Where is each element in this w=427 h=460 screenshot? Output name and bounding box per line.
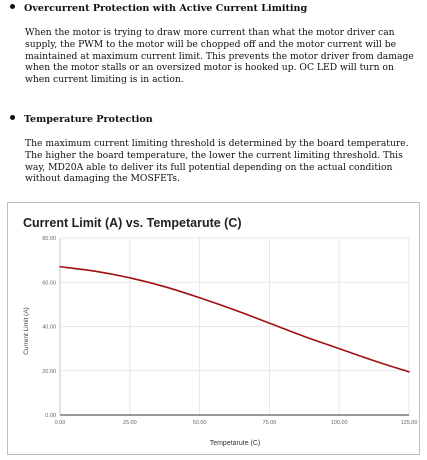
section-heading-overcurrent <box>10 3 307 14</box>
current-limit-chart <box>7 202 420 455</box>
heading-text: Overcurrent Protection with Active Current Limiting <box>24 3 308 14</box>
x-tick-label: 25.00 <box>122 420 137 426</box>
chart-grid <box>60 238 409 415</box>
y-tick-label: 0.00 <box>45 413 56 419</box>
bullet-icon <box>10 4 15 9</box>
chart-ticks <box>42 236 417 426</box>
y-axis-label: Current Limit (A) <box>23 307 30 355</box>
chart-title: Current Limit (A) vs. Tempetarute (C) <box>23 216 242 230</box>
chart-canvas <box>8 203 419 454</box>
bullet-icon <box>10 115 15 120</box>
y-tick-label: 40.00 <box>42 324 56 331</box>
x-tick-label: 125.00 <box>400 420 418 426</box>
heading-text: Temperature Protection <box>24 114 153 125</box>
section-body-temperature: The maximum current limiting threshold is determined by the board temperature. The higher the board temperature, the lower the current limiting threshold. This way, MD20A able to deliver its full potential depending on the actual condition without damaging the MOSFETs. <box>25 138 409 185</box>
x-tick-label: 75.00 <box>262 420 277 426</box>
y-tick-label: 20.00 <box>42 368 56 375</box>
x-axis-label: Tempetarute (C) <box>209 440 261 447</box>
section-body-overcurrent: When the motor is trying to draw more current than what the motor driver can supply, the PWM to the motor will be chopped off and the motor current will be maintained at maximum current limit. This prevents the motor driver from damage when the motor stalls or an oversized motor is hooked up. OC LED will turn on when current limiting is in action. <box>25 27 414 86</box>
y-tick-label: 60.00 <box>42 280 56 287</box>
y-tick-label: 80.00 <box>42 236 56 242</box>
x-tick-label: 0.00 <box>54 420 66 426</box>
x-tick-label: 50.00 <box>192 420 207 426</box>
section-heading-temperature <box>10 114 153 125</box>
x-tick-label: 100.00 <box>330 420 348 426</box>
